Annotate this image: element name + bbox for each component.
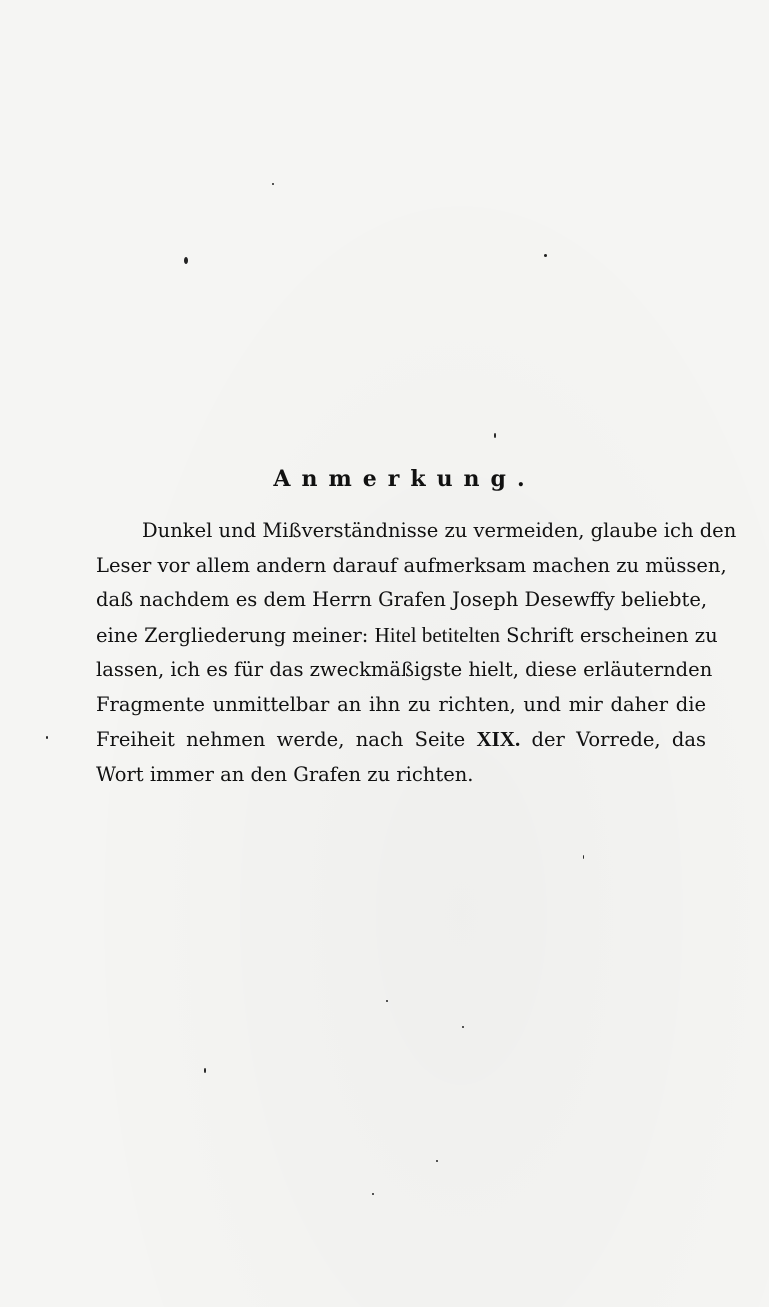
- ink-speck: [184, 257, 188, 264]
- ink-speck: [386, 1000, 388, 1002]
- paragraph-line: Fragmente unmittelbar an ihn zu richten, und mir daher die: [96, 692, 706, 716]
- ink-speck: [544, 254, 547, 257]
- line-text: Freiheit nehmen werde, nach Seite: [96, 728, 477, 751]
- ink-speck: [494, 433, 496, 438]
- paragraph-line: lassen, ich es für das zweckmäßigste hielt, diese erläuternden: [96, 658, 713, 681]
- ink-speck: [46, 736, 48, 739]
- paragraph-line: Dunkel und Mißverständnisse zu vermeiden, glaube ich den: [142, 519, 737, 542]
- paragraph-line: Leser vor allem andern darauf aufmerksam machen zu müssen,: [96, 553, 727, 577]
- roman-text: XIX.: [476, 727, 521, 751]
- line-text: Schrift erscheinen zu: [499, 623, 718, 647]
- ink-speck: [372, 1193, 374, 1195]
- paragraph-line: Wort immer an den Grafen zu richten.: [96, 762, 474, 786]
- ink-speck: [462, 1026, 464, 1028]
- section-heading: Anmerkung.: [273, 466, 536, 492]
- paragraph-line: [96, 722, 706, 758]
- line-text: eine Zergliederung meiner:: [96, 623, 375, 647]
- ink-speck: [272, 183, 274, 185]
- ink-speck: [204, 1068, 206, 1073]
- roman-text: Hitel betitelten: [374, 622, 500, 647]
- paragraph-line: [96, 618, 718, 654]
- ink-speck: [583, 855, 584, 859]
- paragraph-line: daß nachdem es dem Herrn Grafen Joseph Desewffy beliebte,: [96, 588, 708, 611]
- annotation-paragraph: [96, 514, 737, 792]
- ink-speck: [436, 1160, 438, 1162]
- line-text: der Vorrede, das: [520, 728, 706, 751]
